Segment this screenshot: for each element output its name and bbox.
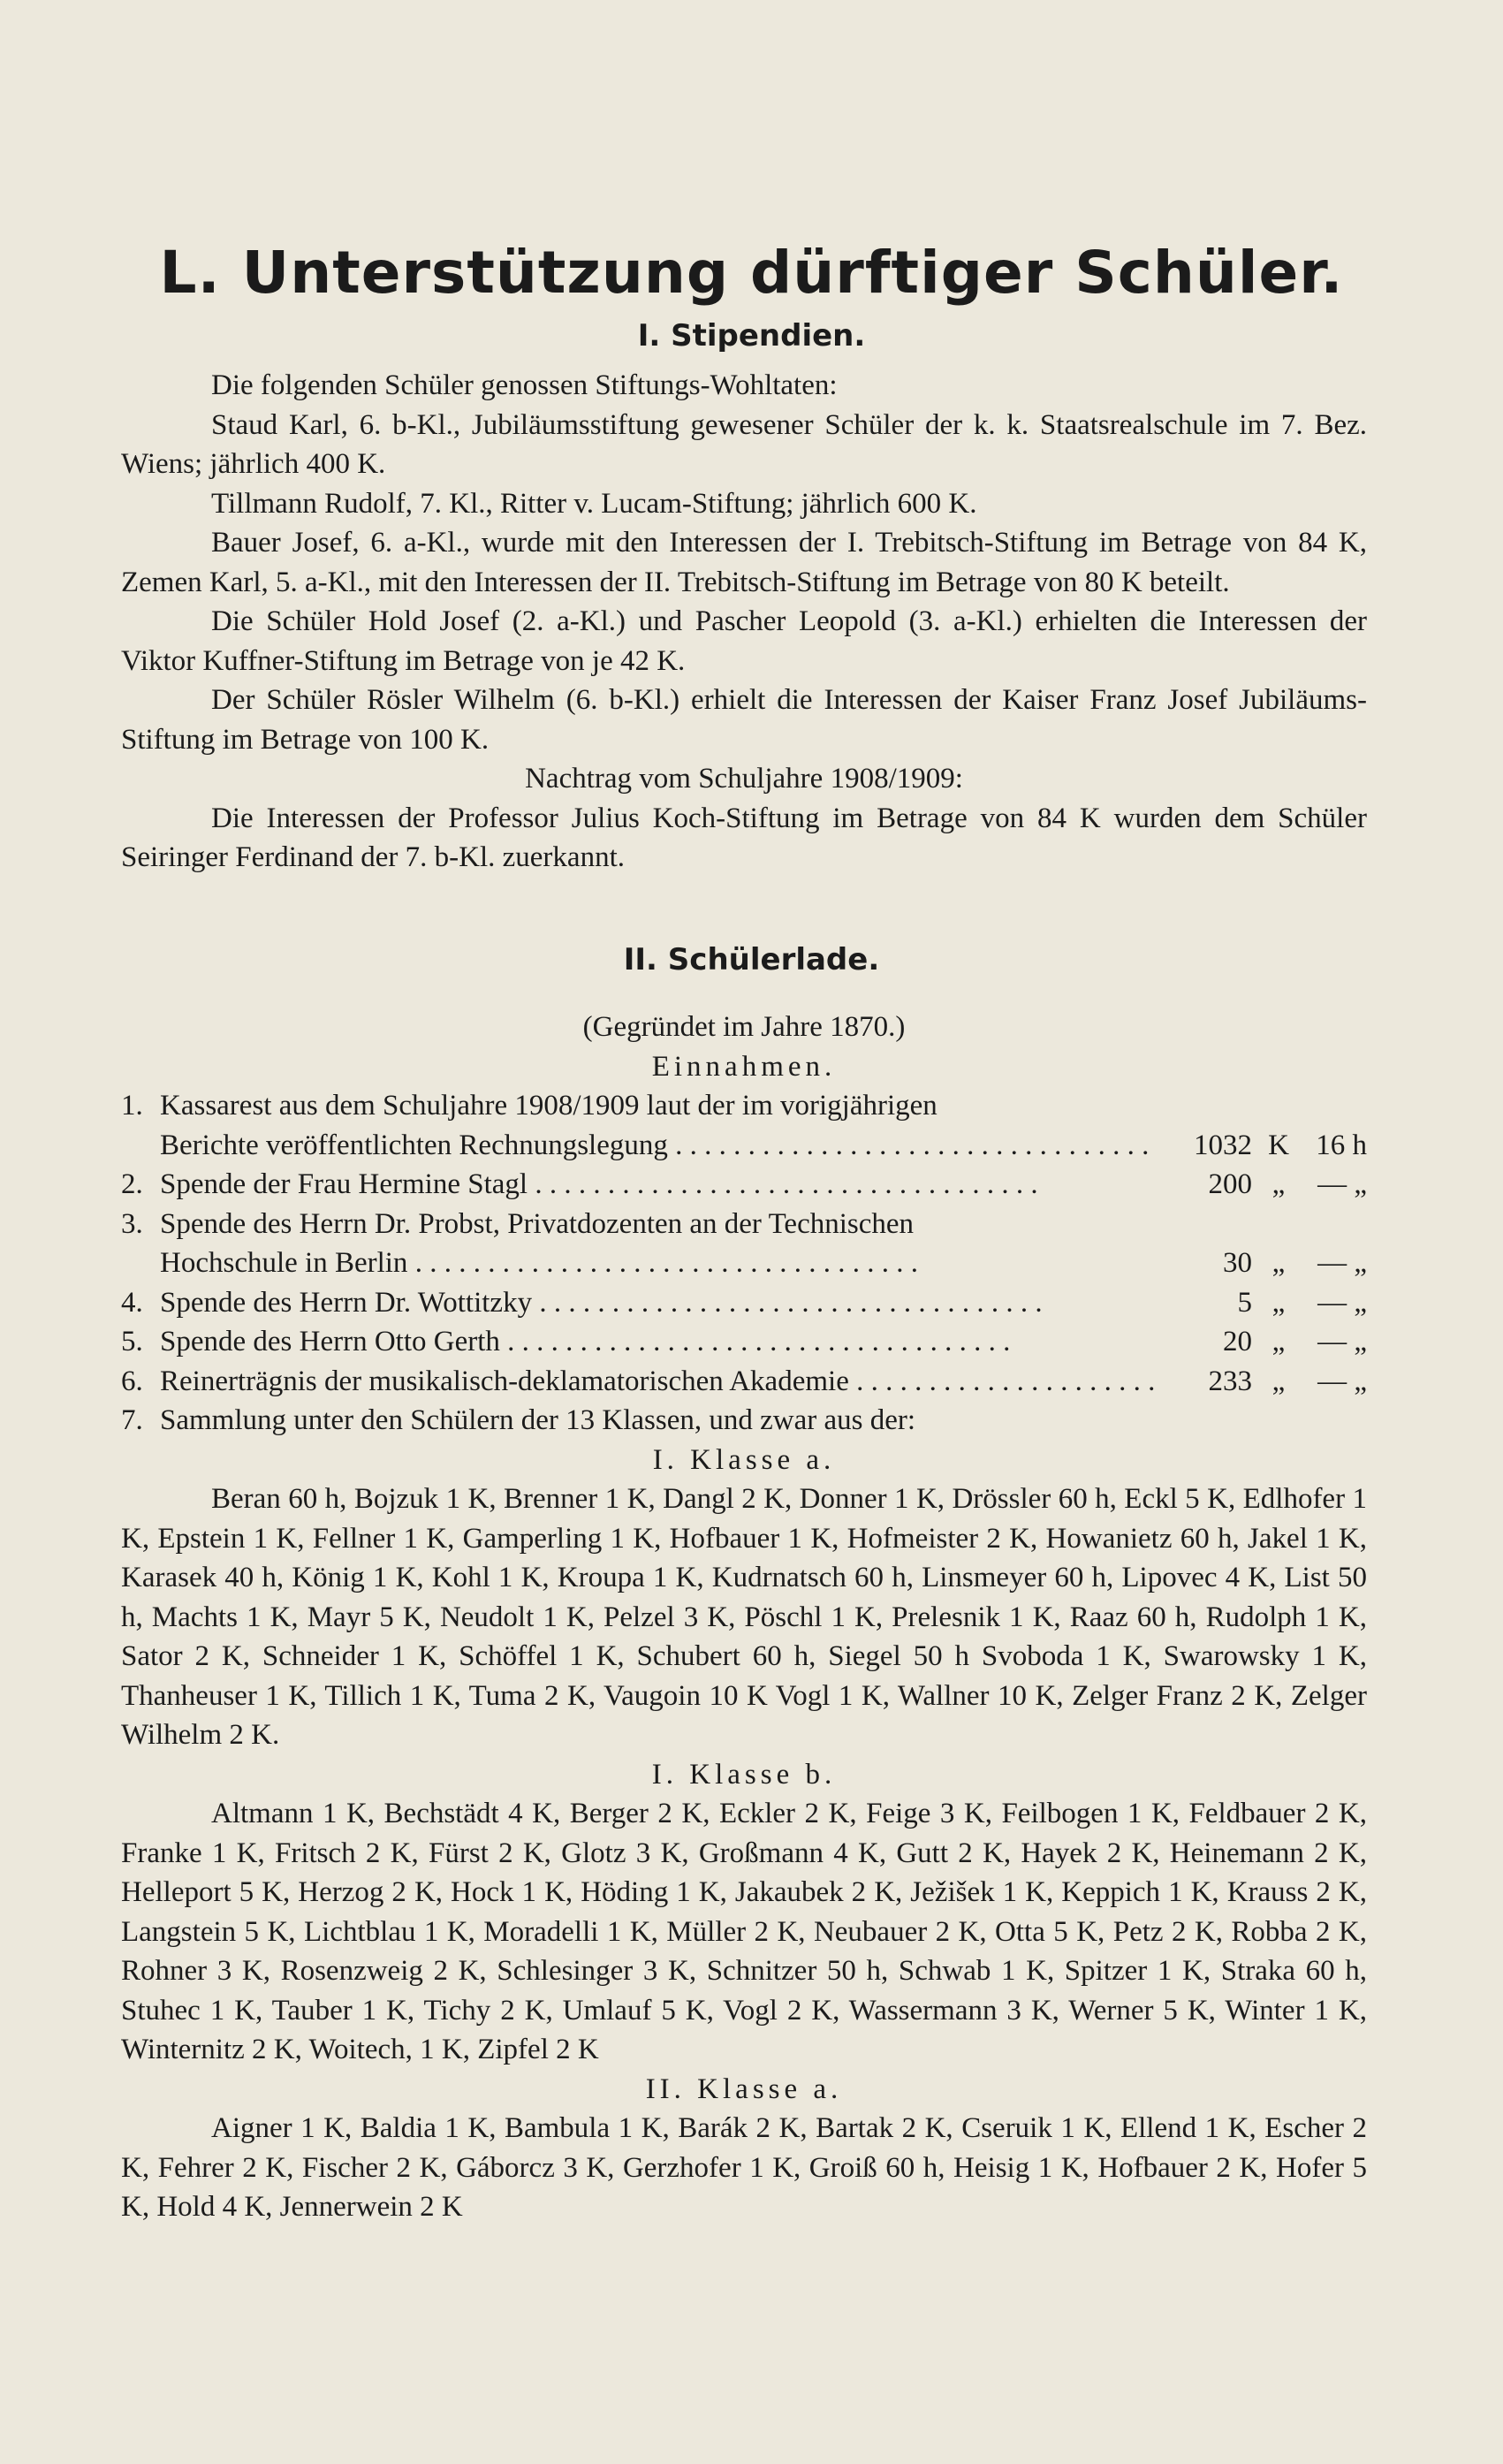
list-item: 7. Sammlung unter den Schülern der 13 Klassen, und zwar aus der: bbox=[121, 1404, 916, 1436]
nachtrag-heading: Nachtrag vom Schuljahre 1908/1909: bbox=[525, 763, 963, 795]
list-item: Hochschule in Berlin . . . 30 „ — „ bbox=[121, 1243, 1367, 1283]
nachtrag-text: Die Interessen der Professor Julius Koch-Stiftung im Betrage von 84 K wurden dem Schüler Seiringer Ferdinand der 7. b-Kl. zuerkannt. bbox=[121, 802, 1367, 873]
list-item: 3. Spende des Herrn Dr. Probst, Privatdozenten an der Technischen bbox=[121, 1207, 915, 1240]
stipendien-section bbox=[121, 366, 1367, 878]
class-heading: II. Klasse a. bbox=[645, 2072, 843, 2105]
class-donations: Beran 60 h, Bojzuk 1 K, Brenner 1 K, Dangl 2 K, Donner 1 K, Drössler 60 h, Eckl 5 K, Edlhofer 1 K, Epstein 1 K, Fellner 1 K, Gamperling 1 K, Hofbauer 1 K, Hofmeister 2 K, Howanietz 60 h, Jakel 1 K, Karasek 40 h, König 1 K, Kohl 1 K, Kroupa 1 K, Kudrnatsch 60 h, Linsmeyer 60 h, Lipovec 4 K, List 50 h, Machts 1 K, Mayr 5 K, Neudolt 1 K, Pelzel 3 K, Pöschl 1 K, Prelesnik 1 K, Raaz 60 h, Rudolph 1 K, Sator 2 K, Schneider 1 K, Schöffel 1 K, Schubert 60 h, Siegel 50 h Svoboda 1 K, Swarowsky 1 K, Thanheuser 1 K, Tillich 1 K, Tuma 2 K, Vaugoin 10 K Vogl 1 K, Wallner 10 K, Zelger Franz 2 K, Zelger Wilhelm 2 K. bbox=[121, 1483, 1367, 1751]
list-item: 6. Reinerträgnis der musikalisch-deklamatorischen Akademie . . . 233 „ — „ bbox=[121, 1362, 1367, 1402]
class-heading: I. Klasse a. bbox=[652, 1443, 836, 1476]
intro-text: Die folgenden Schüler genossen Stiftungs-Wohltaten: bbox=[211, 369, 838, 401]
paragraph: Staud Karl, 6. b-Kl., Jubiläumsstiftung gewesener Schüler der k. k. Staatsrealschule im 7. Bez. Wiens; jährlich 400 K. bbox=[121, 408, 1367, 480]
list-item: Berichte veröffentlichten Rechnungslegung . . . 1032 K 16 h bbox=[121, 1126, 1367, 1166]
list-item: 5. Spende des Herrn Otto Gerth . . . 20 „ — „ bbox=[121, 1322, 1367, 1362]
income-list bbox=[121, 1086, 1367, 1441]
class-donations: Aigner 1 K, Baldia 1 K, Bambula 1 K, Barák 2 K, Bartak 2 K, Cseruik 1 K, Ellend 1 K, Escher 2 K, Fehrer 2 K, Fischer 2 K, Gáborcz 3 K, Gerzhofer 1 K, Groiß 60 h, Heisig 1 K, Hofbauer 2 K, Hofer 5 K, Hold 4 K, Jennerwein 2 K bbox=[121, 2112, 1367, 2223]
paragraph: Tillmann Rudolf, 7. Kl., Ritter v. Lucam-Stiftung; jährlich 600 K. bbox=[211, 487, 977, 520]
income-heading: Einnahmen. bbox=[651, 1050, 837, 1083]
paragraph: Bauer Josef, 6. a-Kl., wurde mit den Interessen der I. Trebitsch-Stiftung im Betrage von 84 K, Zemen Karl, 5. a-Kl., mit den Interessen der II. Trebitsch-Stiftung im Betrage von 80 K beteilt. bbox=[121, 527, 1367, 598]
list-item: 1. Kassarest aus dem Schuljahre 1908/1909 laut der im vorigjährigen bbox=[121, 1090, 937, 1122]
founded-note: (Gegründet im Jahre 1870.) bbox=[582, 1011, 906, 1043]
list-item: 4. Spende des Herrn Dr. Wottitzky . . . 5 „ — „ bbox=[121, 1283, 1367, 1323]
schuelerlade-section bbox=[121, 1008, 1367, 2227]
class-heading: I. Klasse b. bbox=[651, 1758, 837, 1791]
class-donations: Altmann 1 K, Bechstädt 4 K, Berger 2 K, Eckler 2 K, Feige 3 K, Feilbogen 1 K, Feldbauer 2 K, Franke 1 K, Fritsch 2 K, Fürst 2 K, Glotz 3 K, Großmann 4 K, Gutt 2 K, Hayek 2 K, Heinemann 2 K, Helleport 5 K, Herzog 2 K, Hock 1 K, Höding 1 K, Jakaubek 2 K, Ježišek 1 K, Keppich 1 K, Krauss 2 K, Langstein 5 K, Lichtblau 1 K, Moradelli 1 K, Müller 2 K, Neubauer 2 K, Otta 5 K, Petz 2 K, Robba 2 K, Rohner 3 K, Rosenzweig 2 K, Schlesinger 3 K, Schnitzer 50 h, Schwab 1 K, Spitzer 1 K, Straka 60 h, Stuhec 1 K, Tauber 1 K, Tichy 2 K, Umlauf 5 K, Vogl 2 K, Wassermann 3 K, Werner 5 K, Winter 1 K, Winternitz 2 K, Woitech, 1 K, Zipfel 2 K bbox=[121, 1798, 1367, 2065]
paragraph: Die Schüler Hold Josef (2. a-Kl.) und Pascher Leopold (3. a-Kl.) erhielten die Interessen der Viktor Kuffner-Stiftung im Betrage von je 42 K. bbox=[121, 605, 1367, 677]
section-heading-stipendien: I. Stipendien. bbox=[637, 318, 866, 354]
paragraph: Der Schüler Rösler Wilhelm (6. b-Kl.) erhielt die Interessen der Kaiser Franz Josef Jubiläums-Stiftung im Betrage von 100 K. bbox=[121, 684, 1367, 756]
section-heading-schuelerlade: II. Schülerlade. bbox=[623, 942, 880, 977]
page-title: L. Unterstützung dürftiger Schüler. bbox=[159, 239, 1344, 307]
list-item: 2. Spende der Frau Hermine Stagl . . . 200 „ — „ bbox=[121, 1165, 1367, 1205]
